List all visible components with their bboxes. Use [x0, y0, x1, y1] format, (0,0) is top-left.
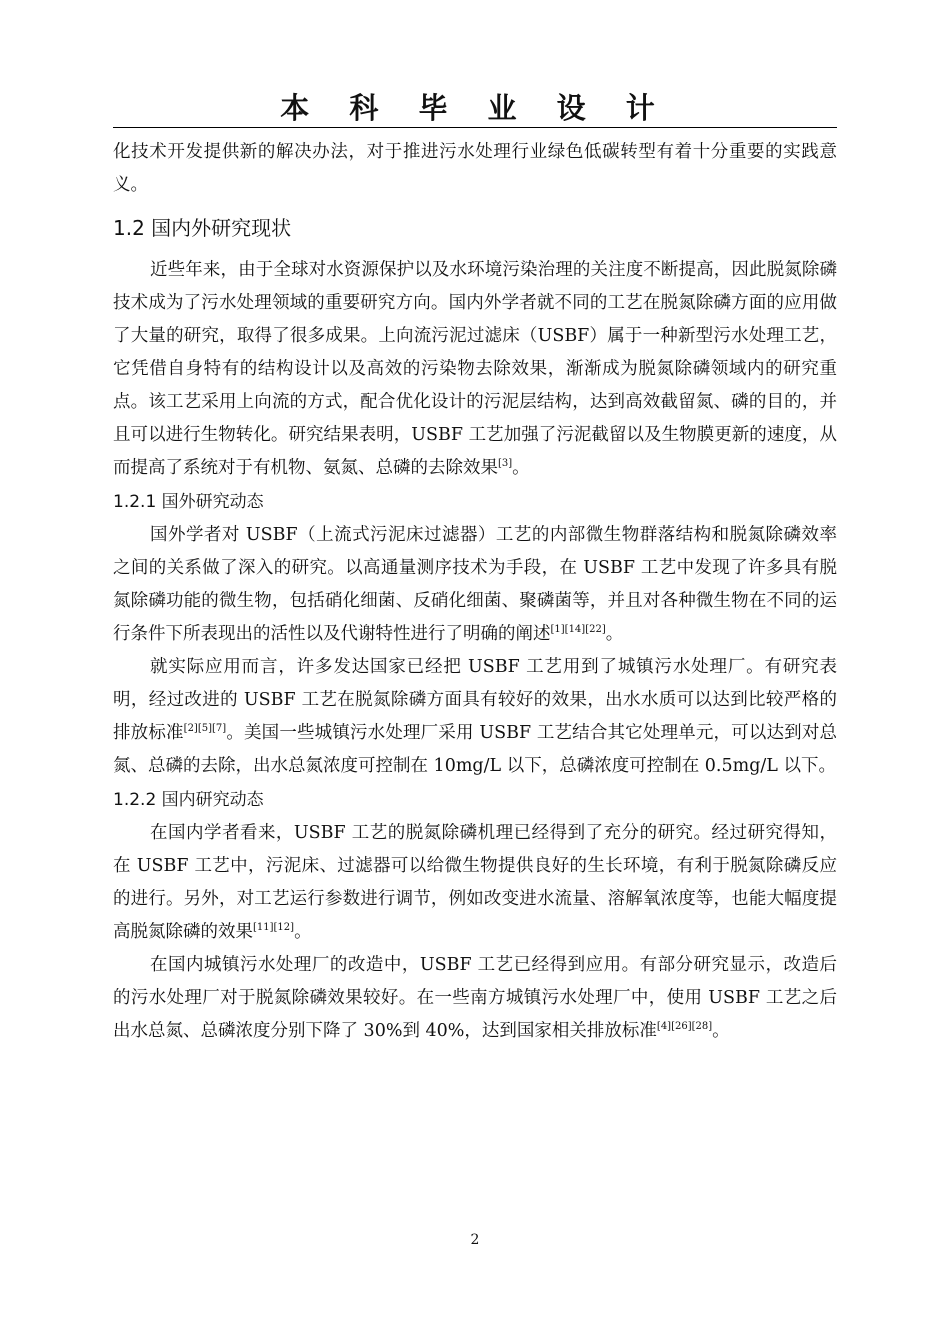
paragraph-text: 国外学者对 USBF（上流式污泥床过滤器）工艺的内部微生物群落结构和脱氮除磷效率之间的关系做了深入的研究。以高通量测序技术为手段，在 USBF 工艺中发现了许多具有脱氮除磷功能的微生物，包括硝化细菌、反硝化细菌、聚磷菌等，并且对各种微生物在不同的运行条件下所表现出的活性以及代谢特性进行了明确的阐述	[113, 525, 837, 644]
paragraph-text: 近些年来，由于全球对水资源保护以及水环境污染治理的关注度不断提高，因此脱氮除磷技术成为了污水处理领域的重要研究方向。国内外学者就不同的工艺在脱氮除磷方面的应用做了大量的研究，取得了很多成果。上向流污泥过滤床（USBF）属于一种新型污水处理工艺，它凭借自身特有的结构设计以及高效的污染物去除效果，渐渐成为脱氮除磷领域内的研究重点。该工艺采用上向流的方式，配合优化设计的污泥层结构，达到高效截留氮、磷的目的，并且可以进行生物转化。研究结果表明，USBF 工艺加强了污泥截留以及生物膜更新的速度，从而提高了系统对于有机物、氨氮、总磷的去除效果	[113, 260, 837, 478]
page-header-title: 本 科 毕 业 设 计	[280, 91, 670, 125]
paragraph-domestic-1	[113, 817, 837, 949]
paragraph-domestic-2	[113, 949, 837, 1048]
paragraph-foreign-1	[113, 519, 837, 651]
page-number: 2	[470, 1232, 480, 1248]
body-text	[113, 136, 837, 1048]
citation: [2][5][7]	[183, 723, 227, 734]
paragraph-end: 。	[605, 624, 624, 644]
paragraph-text: 在国内城镇污水处理厂的改造中，USBF 工艺已经得到应用。有部分研究显示，改造后的污水处理厂对于脱氮除磷效果较好。在一些南方城镇污水处理厂中，使用 USBF 工艺之后出水总氮、总磷浓度分别下降了 30%到 40%，达到国家相关排放标准	[113, 955, 837, 1041]
paragraph-intro	[113, 254, 837, 485]
paragraph-text: 就实际应用而言，许多发达国家已经把 USBF 工艺用到了城镇污水处理厂。有研究表明，经过改进的 USBF 工艺在脱氮除磷方面具有较好的效果，出水水质可以达到比较严格的排放标准	[113, 657, 837, 743]
citation: [4][26][28]	[656, 1021, 713, 1032]
citation: [1][14][22]	[550, 624, 606, 635]
paragraph-end: 。	[512, 458, 530, 478]
subsection-heading-foreign: 1.2.1 国外研究动态	[113, 492, 264, 512]
paragraph-text: 在国内学者看来，USBF 工艺的脱氮除磷机理已经得到了充分的研究。经过研究得知，在 USBF 工艺中，污泥床、过滤器可以给微生物提供良好的生长环境，有利于脱氮除磷反应的进行。另外，对工艺运行参数进行调节，例如改变进水流量、溶解氧浓度等，也能大幅度提高脱氮除磷的效果	[113, 823, 837, 942]
subsection-heading-domestic: 1.2.2 国内研究动态	[113, 790, 264, 810]
section-heading: 1.2 国内外研究现状	[113, 216, 292, 240]
citation: [3]	[498, 458, 513, 469]
paragraph-text-cont: 。美国一些城镇污水处理厂采用 USBF 工艺结合其它处理单元，可以达到对总氮、总磷的去除，出水总氮浓度可控制在 10mg/L 以下，总磷浓度可控制在 0.5mg/L 以下。	[113, 723, 837, 776]
paragraph-end: 。	[294, 922, 312, 942]
citation: [11][12]	[253, 922, 295, 933]
header-rule	[113, 127, 837, 128]
paragraph-continuation: 化技术开发提供新的解决办法，对于推进污水处理行业绿色低碳转型有着十分重要的实践意义。	[113, 142, 837, 195]
paragraph-foreign-2	[113, 651, 837, 783]
paragraph-end: 。	[712, 1021, 730, 1041]
